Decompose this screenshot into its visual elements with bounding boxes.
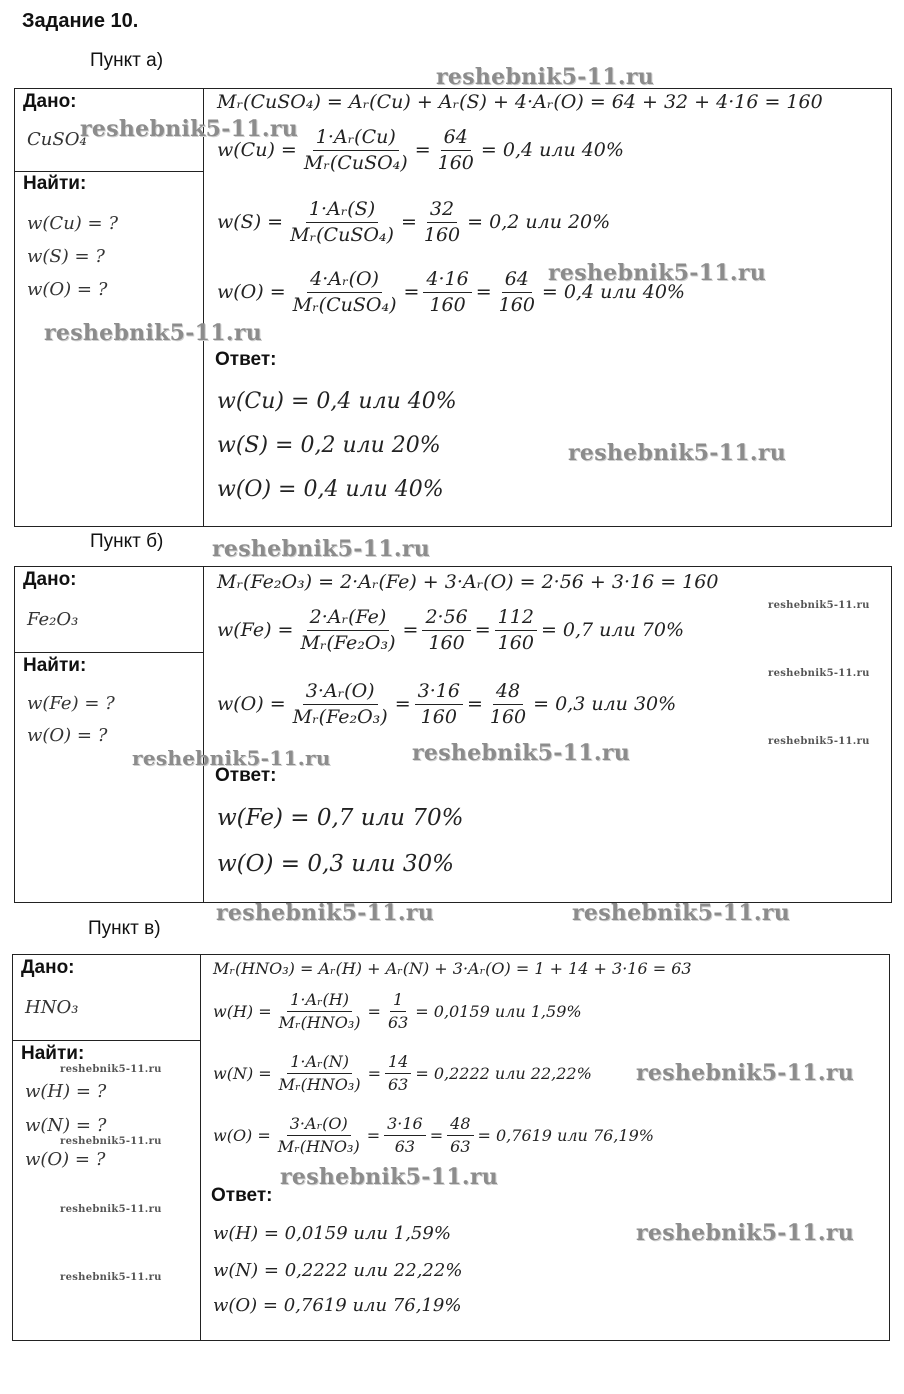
page-title: Задание 10. [22,10,139,32]
part-b-find-item: w(Fe) = ? [27,693,115,714]
part-a-answer: w(O) = 0,4 или 40% [217,477,444,502]
part-a-calc-cu: w(Cu) = $\frac{\text{1·Aᵣ(Cu)}}{\text{Mᵣ(CuSO₄)}}$ = $\frac{64}{160}$ = 0,4 или 40% [217,126,624,174]
part-a-label: Пункт а) [90,50,164,71]
watermark-small: reshebnik5-11.ru [768,736,870,747]
part-b-divider [15,652,203,653]
part-a-calc-s: w(S) = $\frac{\text{1·Aᵣ(S)}}{\text{Mᵣ(CuSO₄)}}$ = $\frac{32}{160}$ = 0,2 или 20% [217,198,611,246]
watermark: reshebnik5-11.ru [568,440,787,466]
part-c-answer: w(N) = 0,2222 или 22,22% [213,1260,463,1281]
part-c-answer: w(O) = 0,7619 или 76,19% [213,1295,462,1316]
part-c-calc-o: w(O) = $\frac{\text{3·Aᵣ(O)}}{\text{Mᵣ(HNO₃)}}$ = $\frac{3\cdot 16}{63}$ = $\frac{48}{63}$ = 0,7619 или 76,19% [213,1114,654,1156]
watermark: reshebnik5-11.ru [216,900,435,926]
watermark-small: reshebnik5-11.ru [60,1136,162,1147]
part-b-find-item: w(O) = ? [27,725,108,746]
part-a-divider [15,171,203,172]
watermark-small: reshebnik5-11.ru [60,1064,162,1075]
part-a-given-value: CuSO₄ [27,129,87,150]
part-c-answer-header: Ответ: [211,1185,273,1206]
part-c-given-header: Дано: [21,957,75,978]
part-a-find-item: w(O) = ? [27,279,108,300]
watermark: reshebnik5-11.ru [412,740,631,766]
part-b-left-column [15,567,204,902]
watermark: reshebnik5-11.ru [44,320,263,346]
watermark: reshebnik5-11.ru [636,1060,855,1086]
part-b-mr-line: Mᵣ(Fe₂O₃) = 2·Aᵣ(Fe) + 3·Aᵣ(O) = 2·56 + 3·16 = 160 [217,571,719,593]
part-c-find-item: w(O) = ? [25,1149,106,1170]
part-a-given-header: Дано: [23,91,77,112]
part-b-find-header: Найти: [23,655,87,676]
watermark: reshebnik5-11.ru [132,746,331,770]
watermark-small: reshebnik5-11.ru [60,1204,162,1215]
part-c-label: Пункт в) [88,918,161,939]
watermark: reshebnik5-11.ru [212,536,431,562]
part-b-table [14,566,892,903]
part-a-find-header: Найти: [23,173,87,194]
part-c-divider [13,1040,200,1041]
watermark-small: reshebnik5-11.ru [60,1272,162,1283]
part-a-find-item: w(S) = ? [27,246,105,267]
part-c-find-header: Найти: [21,1043,85,1064]
part-a-answer-header: Ответ: [215,349,277,370]
watermark: reshebnik5-11.ru [280,1164,499,1190]
watermark: reshebnik5-11.ru [636,1220,855,1246]
part-c-given-value: HNO₃ [25,997,79,1018]
part-a-answer: w(S) = 0,2 или 20% [217,433,441,458]
part-c-mr-line: Mᵣ(HNO₃) = Aᵣ(H) + Aᵣ(N) + 3·Aᵣ(O) = 1 + 14 + 3·16 = 63 [213,959,692,978]
part-b-calc-o: w(O) = $\frac{\text{3·Aᵣ(O)}}{\text{Mᵣ(Fe₂O₃)}}$ = $\frac{3\cdot 16}{160}$ = $\frac{48}{160}$ = 0,3 или 30% [217,680,677,728]
part-c-answer: w(H) = 0,0159 или 1,59% [213,1223,451,1244]
watermark-small: reshebnik5-11.ru [768,668,870,679]
part-c-find-item: w(N) = ? [25,1115,107,1136]
part-c-calc-n: w(N) = $\frac{\text{1·Aᵣ(N)}}{\text{Mᵣ(HNO₃)}}$ = $\frac{14}{63}$ = 0,2222 или 22,22% [213,1052,592,1094]
watermark: reshebnik5-11.ru [80,116,299,142]
part-a-answer: w(Cu) = 0,4 или 40% [217,389,457,414]
part-b-given-header: Дано: [23,569,77,590]
part-c-find-item: w(H) = ? [25,1081,107,1102]
part-b-label: Пункт б) [90,531,164,552]
watermark-small: reshebnik5-11.ru [768,600,870,611]
part-c-calc-h: w(H) = $\frac{\text{1·Aᵣ(H)}}{\text{Mᵣ(HNO₃)}}$ = $\frac{1}{63}$ = 0,0159 или 1,59% [213,990,582,1032]
part-a-left-column [15,89,204,526]
watermark: reshebnik5-11.ru [572,900,791,926]
part-b-answer: w(Fe) = 0,7 или 70% [217,805,464,831]
watermark: reshebnik5-11.ru [436,64,655,90]
part-a-find-item: w(Cu) = ? [27,213,118,234]
part-b-answer-header: Ответ: [215,765,277,786]
part-a-calc-o: w(O) = $\frac{\text{4·Aᵣ(O)}}{\text{Mᵣ(CuSO₄)}}$ = $\frac{4\cdot 16}{160}$ = $\frac{64}{160}$ = 0,4 или 40% [217,268,685,316]
part-b-given-value: Fe₂O₃ [27,609,79,630]
part-a-mr-line: Mᵣ(CuSO₄) = Aᵣ(Cu) + Aᵣ(S) + 4·Aᵣ(O) = 64 + 32 + 4·16 = 160 [217,91,823,113]
part-b-calc-fe: w(Fe) = $\frac{\text{2·Aᵣ(Fe)}}{\text{Mᵣ(Fe₂O₃)}}$ = $\frac{2\cdot 56}{160}$ = $\frac{112}{160}$ = 0,7 или 70% [217,606,684,654]
watermark: reshebnik5-11.ru [548,260,767,286]
part-b-answer: w(O) = 0,3 или 30% [217,851,454,877]
